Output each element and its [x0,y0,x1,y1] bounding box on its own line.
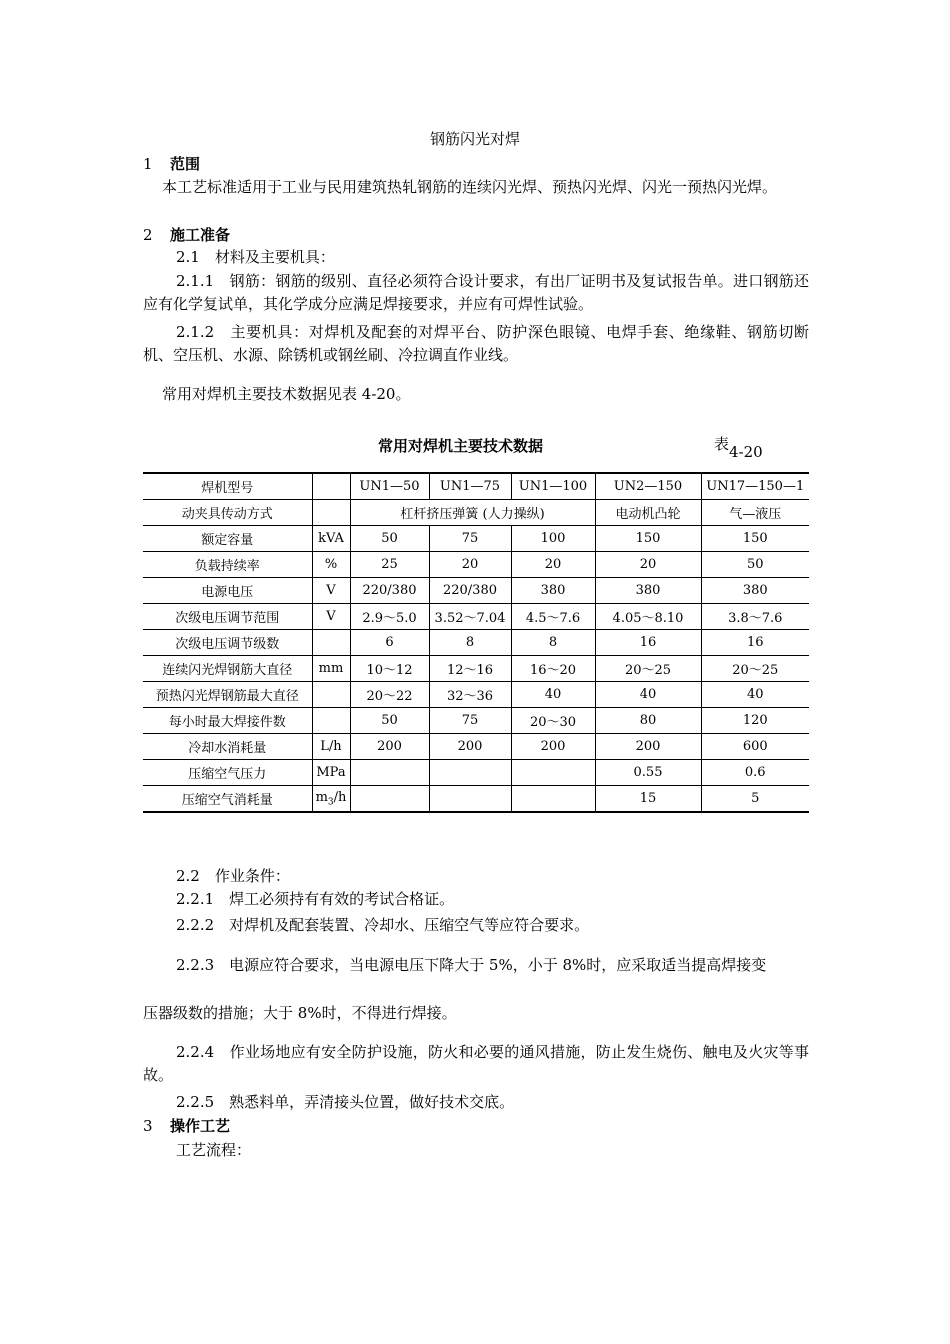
table-caption: 常用对焊机主要技术数据 [378,437,544,455]
cell-value: 150 [595,526,701,552]
cell-model: UN1—50 [350,473,429,500]
table-row [143,630,809,656]
cell-value: 20 [429,552,511,578]
cell-value: 32～36 [429,682,511,708]
cell-value: 0.6 [701,760,809,786]
cell-param-label: 次级电压调节范围 [143,604,312,630]
para-2-1-2: 2.1.2 主要机具：对焊机及配套的对焊平台、防护深色眼镜、电焊手套、绝缘鞋、钢筋切断机、空压机、水源、除锈机或钢丝刷、冷拉调直作业线。 [143,323,809,364]
cell-value: 16 [701,630,809,656]
cell-drive-gas: 气—液压 [701,500,809,526]
cell-param-label: 预热闪光焊钢筋最大直径 [143,682,312,708]
cell-param-label: 电源电压 [143,578,312,604]
cell-value: 15 [595,786,701,813]
welder-spec-table [143,472,809,813]
cell-model: UN2—150 [595,473,701,500]
cell-value: 0.55 [595,760,701,786]
para-2-2-2: 2.2.2 对焊机及配套装置、冷却水、压缩空气等应符合要求。 [176,916,590,934]
cell-value: 380 [595,578,701,604]
cell-value: 380 [701,578,809,604]
table-row-drive [143,500,809,526]
cell-unit: MPa [312,760,350,786]
cell-value: 20～25 [701,656,809,682]
cell-unit: kVA [312,526,350,552]
cell-value: 50 [350,526,429,552]
cell-value [429,786,511,813]
cell-unit: V [312,604,350,630]
section-2-number: 2 [143,226,153,244]
cell-value: 50 [701,552,809,578]
cell-unit [312,630,350,656]
cell-value [511,786,595,813]
cell-value: 80 [595,708,701,734]
table-number-prefix: 表 [714,435,730,453]
cell-value: 12～16 [429,656,511,682]
table-row [143,552,809,578]
cell-value: 150 [701,526,809,552]
document-title: 钢筋闪光对焊 [429,130,520,148]
cell-value: 20～22 [350,682,429,708]
cell-drive-lever: 杠杆挤压弹簧 (人力操纵) [350,500,595,526]
para-2-1: 2.1 材料及主要机具： [176,248,335,266]
cell-value: 5 [701,786,809,813]
table-reference-note: 常用对焊机主要技术数据见表 4-20。 [162,385,411,403]
cell-value: 20 [511,552,595,578]
para-2-2-1: 2.2.1 焊工必须持有有效的考试合格证。 [176,890,455,908]
table-row [143,682,809,708]
cell-value: 3.8～7.6 [701,604,809,630]
section-1-number: 1 [143,155,153,173]
cell-value: 20 [595,552,701,578]
para-2-2-5: 2.2.5 熟悉料单，弄清接头位置，做好技术交底。 [176,1093,515,1111]
cell-drive-unit [312,500,350,526]
section-1-heading [143,153,200,174]
cell-value: 16～20 [511,656,595,682]
para-2-2: 2.2 作业条件： [176,867,290,885]
cell-value: 100 [511,526,595,552]
table-row-model [143,473,809,500]
cell-unit [312,708,350,734]
table-row [143,526,809,552]
cell-value: 40 [595,682,701,708]
cell-value: 220/380 [350,578,429,604]
table-row [143,656,809,682]
cell-value: 16 [595,630,701,656]
para-2-2-3-line1: 2.2.3 电源应符合要求，当电源电压下降大于 5%，小于 8%时，应采取适当提高焊接变 [176,956,767,974]
cell-value: 2.9～5.0 [350,604,429,630]
para-2-2-4: 2.2.4 作业场地应有安全防护设施，防火和必要的通风措施，防止发生烧伤、触电及火灾等事故。 [143,1043,809,1084]
cell-unit: $m_3/h$ [312,786,350,813]
para-2-2-3-line2: 压器级数的措施；大于 8%时，不得进行焊接。 [143,1004,457,1022]
cell-value: 40 [511,682,595,708]
cell-value: 75 [429,526,511,552]
para-2-1-1: 2.1.1 钢筋：钢筋的级别、直径必须符合设计要求，有出厂证明书及复试报告单。进口钢筋还应有化学复试单，其化学成分应满足焊接要求，并应有可焊性试验。 [143,272,809,313]
cell-param-label: 次级电压调节级数 [143,630,312,656]
process-flow-label: 工艺流程： [176,1141,252,1159]
cell-model-label: 焊机型号 [143,473,312,500]
cell-value: 4.5～7.6 [511,604,595,630]
cell-value: 8 [429,630,511,656]
cell-value: 20～30 [511,708,595,734]
cell-value: 600 [701,734,809,760]
cell-value [511,760,595,786]
cell-value: 4.05～8.10 [595,604,701,630]
cell-value [429,760,511,786]
cell-value: 200 [350,734,429,760]
cell-model: UN1—75 [429,473,511,500]
cell-value: 75 [429,708,511,734]
section-2-title: 施工准备 [170,226,231,244]
table-row [143,734,809,760]
table-row [143,708,809,734]
cell-unit: V [312,578,350,604]
section-1-body: 本工艺标准适用于工业与民用建筑热轧钢筋的连续闪光焊、预热闪光焊、闪光一预热闪光焊。 [162,178,778,196]
cell-unit: L/h [312,734,350,760]
cell-drive-label: 动夹具传动方式 [143,500,312,526]
cell-value: 200 [511,734,595,760]
table-row [143,578,809,604]
cell-value [350,786,429,813]
cell-model: UN1—100 [511,473,595,500]
cell-model: UN17—150—1 [701,473,809,500]
cell-param-label: 每小时最大焊接件数 [143,708,312,734]
section-1-title: 范围 [170,155,201,173]
cell-value: 40 [701,682,809,708]
cell-value: 120 [701,708,809,734]
cell-value: 200 [595,734,701,760]
section-3-title: 操作工艺 [170,1117,231,1135]
section-3-heading [143,1115,230,1136]
table-number [714,433,763,461]
cell-param-label: 负载持续率 [143,552,312,578]
section-2-heading [143,224,230,245]
cell-param-label: 压缩空气压力 [143,760,312,786]
table-row [143,604,809,630]
cell-value [350,760,429,786]
cell-unit: % [312,552,350,578]
cell-drive-cam: 电动机凸轮 [595,500,701,526]
cell-param-label: 连续闪光焊钢筋大直径 [143,656,312,682]
cell-value: 3.52～7.04 [429,604,511,630]
section-3-number: 3 [143,1117,153,1135]
cell-param-label: 压缩空气消耗量 [143,786,312,813]
cell-param-label: 额定容量 [143,526,312,552]
table-number-value: 4-20 [729,443,763,461]
cell-value: 25 [350,552,429,578]
cell-model-unit [312,473,350,500]
cell-unit: mm [312,656,350,682]
cell-value: 220/380 [429,578,511,604]
table-row [143,786,809,813]
cell-value: 200 [429,734,511,760]
table-row [143,760,809,786]
cell-value: 380 [511,578,595,604]
cell-value: 50 [350,708,429,734]
cell-unit [312,682,350,708]
cell-value: 6 [350,630,429,656]
cell-value: 10～12 [350,656,429,682]
cell-value: 8 [511,630,595,656]
cell-param-label: 冷却水消耗量 [143,734,312,760]
cell-value: 20～25 [595,656,701,682]
